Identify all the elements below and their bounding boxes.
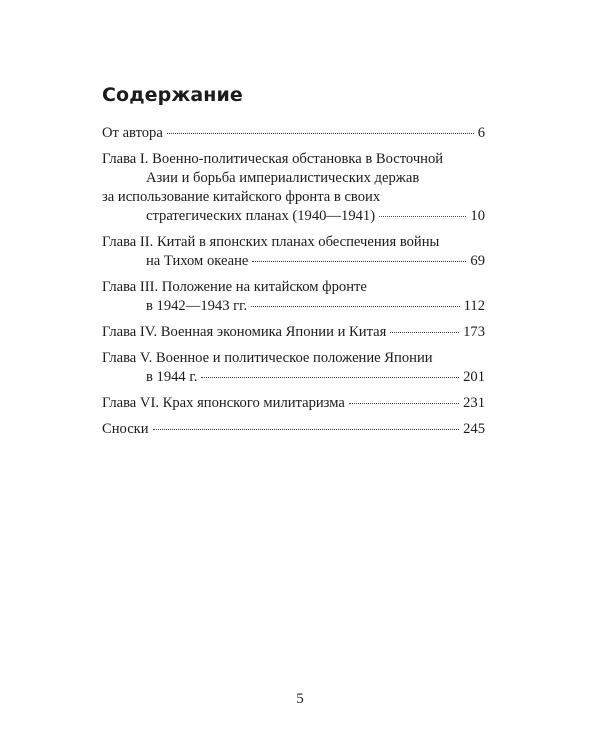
- toc-entry-title: Глава IV. Военная экономика Японии и Китая: [102, 324, 387, 340]
- toc-entry-chapter-6: [102, 394, 485, 413]
- contents-heading: Содержание: [102, 84, 243, 106]
- toc-entry-title-line: Глава II. Китай в японских планах обеспечения войны: [102, 234, 440, 250]
- toc-entry-title-line: в 1942—1943 гг.: [146, 298, 248, 314]
- toc-entry-title-line: стратегических планах (1940—1941): [146, 208, 376, 224]
- toc-entry-page: 201: [463, 369, 485, 385]
- dot-leader: [390, 332, 459, 333]
- toc-entry-title-line: Азии и борьба империалистических держав: [146, 170, 420, 186]
- toc-entry-chapter-1: [102, 150, 485, 226]
- toc-entry-page: 112: [463, 298, 485, 314]
- toc-entry-title: Сноски: [102, 421, 149, 437]
- dot-leader: [252, 261, 466, 262]
- dot-leader: [349, 403, 459, 404]
- toc-entry-chapter-5: [102, 349, 485, 387]
- toc-entry-page: 6: [477, 125, 485, 141]
- table-of-contents: [102, 124, 485, 446]
- toc-entry-chapter-2: [102, 233, 485, 271]
- toc-entry-chapter-4: [102, 323, 485, 342]
- toc-entry-page: 10: [470, 208, 485, 224]
- toc-entry-title: От автора: [102, 125, 163, 141]
- toc-entry-chapter-3: [102, 278, 485, 316]
- toc-entry-page: 69: [470, 253, 485, 269]
- page-number: 5: [296, 691, 304, 707]
- dot-leader: [251, 306, 460, 307]
- toc-entry-title-line: в 1944 г.: [146, 369, 198, 385]
- toc-entry-title-line: Глава III. Положение на китайском фронте: [102, 279, 367, 295]
- dot-leader: [153, 429, 460, 430]
- toc-entry-title-line: на Тихом океане: [146, 253, 249, 269]
- toc-entry-title-line: Глава V. Военное и политическое положение Японии: [102, 350, 433, 366]
- toc-entry-page: 231: [463, 395, 485, 411]
- toc-entry-title-line: за использование китайского фронта в своих: [102, 189, 381, 205]
- toc-entry-title-line: Глава I. Военно-политическая обстановка в Восточной: [102, 151, 444, 167]
- toc-entry-page: 173: [463, 324, 485, 340]
- toc-entry-page: 245: [463, 421, 485, 437]
- dot-leader: [167, 133, 474, 134]
- dot-leader: [379, 216, 466, 217]
- toc-entry-notes: [102, 420, 485, 439]
- toc-entry-author: [102, 124, 485, 143]
- dot-leader: [201, 377, 459, 378]
- toc-entry-title: Глава VI. Крах японского милитаризма: [102, 395, 345, 411]
